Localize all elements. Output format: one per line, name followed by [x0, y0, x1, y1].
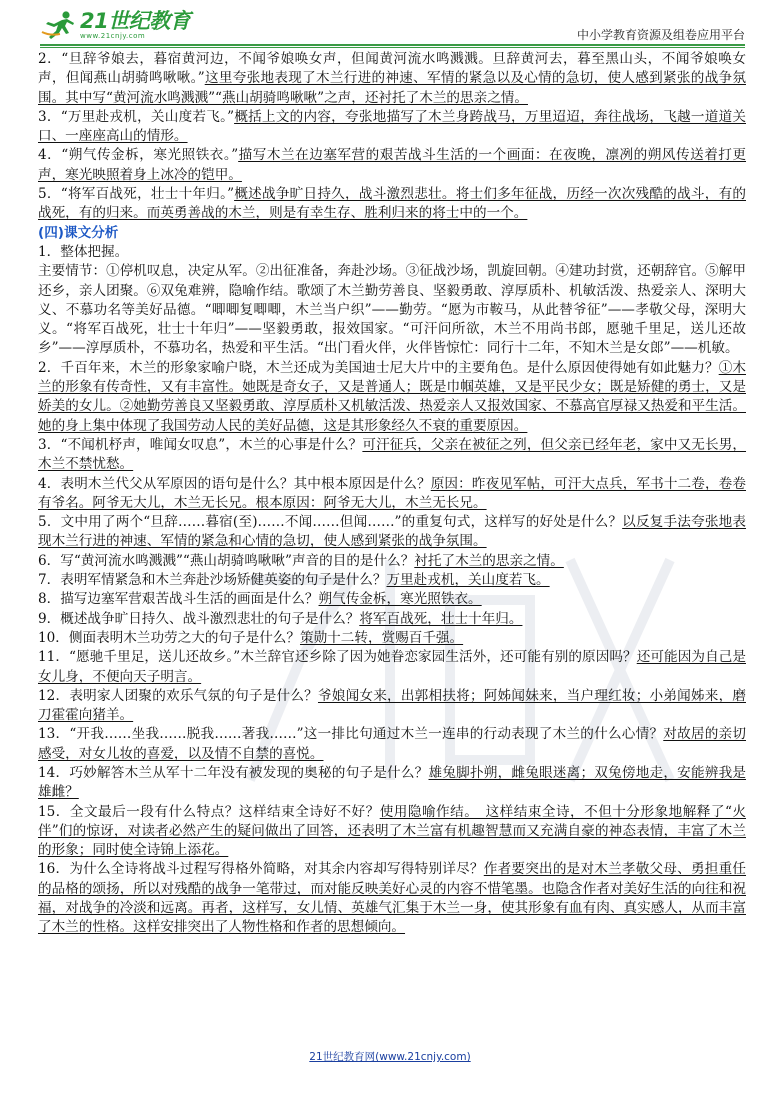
question-text: 8．描写边塞军营艰苦战斗生活的画面是什么？ [38, 591, 319, 608]
answer-text: 概述战争旷日持久，战斗激烈悲壮。将士们多年征战，历经一次次残酷的战斗，有的战死，有的归来。而英勇善战的木兰，则是有幸生存、胜利归来的将士中的一个。 [38, 186, 746, 222]
qa-paragraph [38, 552, 746, 571]
qa-paragraph [38, 108, 746, 147]
qa-paragraph [38, 513, 746, 552]
answer-text: 将军百战死，壮士十年归。 [359, 610, 523, 627]
answer-text: 万里赴戎机，关山度若飞。 [386, 572, 550, 589]
question-text: 4．表明木兰代父从军原因的语句是什么？其中根本原因是什么？ [38, 475, 431, 492]
answer-text: 衬托了木兰的思亲之情。 [414, 552, 564, 569]
footer-link[interactable]: 21世纪教育网(www.21cnjy.com) [309, 1051, 471, 1063]
answer-text: 以反复手法夸张地表现木兰行进的神速、军情的紧急和心情的急切，使人感到紧张的战争氛围。 [38, 514, 747, 550]
answer-text: ①木兰的形象有传奇性，又有丰富性。她既是奇女子，又是普通人；既是巾帼英雄，又是平民少女；既是矫健的勇士，又是娇美的女儿。②她勤劳善良又坚毅勇敢、淳厚质朴又机敏活泼、热爱亲人又报效国家、不慕高官厚禄又热爱和平生活。她的身上集中体现了我国劳动人民的美好品德，这是其形象经久不衰的重要原因。 [38, 359, 746, 434]
logo-main-text: 21世纪教育 [80, 8, 191, 33]
question-text: 10．侧面表明木兰功劳之大的句子是什么？ [38, 629, 300, 646]
qa-paragraph [38, 803, 746, 861]
question-text: 1．整体把握。 [38, 243, 129, 260]
page-footer [0, 1049, 780, 1064]
question-text: 5．文中用了两个“旦辞……暮宿(至)……不闻……但闻……”的重复句式，这样写的好处是什么？ [38, 514, 623, 531]
question-text: 9．概述战争旷日持久、战斗激烈悲壮的句子是什么？ [38, 610, 360, 627]
document-body [38, 50, 746, 938]
qa-paragraph [38, 687, 746, 726]
qa-paragraph [38, 50, 746, 108]
question-text: 6．写“黄河流水鸣溅溅”“燕山胡骑鸣啾啾”声音的目的是什么？ [38, 552, 415, 569]
section-title [38, 224, 746, 243]
qa-paragraph [38, 146, 746, 185]
answer-text: 朔气传金柝，寒光照铁衣。 [318, 591, 482, 608]
header-divider-thin [40, 47, 745, 48]
answer-text: 还可能因为自己是女儿身，不便向天子明言。 [38, 649, 746, 685]
page-header [40, 8, 745, 44]
qa-paragraph [38, 629, 746, 648]
answer-text: 可汗征兵，父亲在被征之列，但父亲已经年老，家中又无长男，木兰不禁忧愁。 [38, 436, 747, 473]
qa-paragraph [38, 359, 746, 436]
answer-text: 策勋十二转，赏赐百千强。 [299, 629, 464, 646]
question-text: 12．表明家人团聚的欢乐气氛的句子是什么？ [38, 687, 318, 704]
answer-text: 对故居的亲切感受，对女儿妆的喜爱，以及情不自禁的喜悦。 [38, 726, 746, 762]
qa-paragraph [38, 764, 746, 803]
answer-text: 原因：昨夜见军帖，可汗大点兵，军书十二卷，卷卷有爷名。阿爷无大儿，木兰无长兄。根本原因：阿爷无大儿，木兰无长兄。 [38, 475, 746, 511]
question-text: 3．“不闻机杼声，唯闻女叹息”，木兰的心事是什么？ [38, 436, 363, 453]
question-text: 5．“将军百战死，壮士十年归。” [38, 186, 235, 203]
qa-paragraph [38, 571, 746, 590]
question-text: 2．“旦辞爷娘去，暮宿黄河边，不闻爷娘唤女声，但闻黄河流水鸣溅溅。旦辞黄河去，暮至黑山头，不闻爷娘唤女声，但闻燕山胡骑鸣啾啾。” [38, 51, 746, 87]
qa-paragraph [38, 610, 746, 629]
question-text: 13．“开我……坐我……脱我……著我……”这一排比句通过木兰一连串的行动表现了木兰的什么心情？ [38, 726, 664, 743]
qa-paragraph [38, 590, 746, 609]
answer-text: 作者要突出的是对木兰孝敬父母、勇担重任的品格的颂扬，所以对残酷的战争一笔带过，而对能反映美好心灵的内容不惜笔墨。也隐含作者对美好生活的向往和祝福，对战争的冷淡和远离。再者，这样写，女儿情、英雄气汇集于木兰一身，使其形象有血有肉、真实感人，从而丰富了木兰的性格。这样安排突出了人物性格和作者的思想倾向。 [38, 861, 747, 936]
qa-paragraph [38, 436, 746, 475]
answer-text: 概括上文的内容，夸张地描写了木兰身跨战马，万里迢迢，奔往战场，飞越一道道关口、一座座高山的情形。 [38, 108, 746, 145]
section-title-text: (四)课文分析 [38, 224, 119, 241]
question-text: 15．全文最后一段有什么特点？这样结束全诗好不好？ [38, 803, 380, 820]
answer-text: 爷娘闻女来，出郭相扶将；阿姊闻妹来，当户理红妆；小弟闻姊来，磨刀霍霍向猪羊。 [38, 687, 746, 724]
qa-paragraph [38, 475, 746, 514]
site-logo[interactable] [40, 8, 190, 42]
qa-paragraph [38, 648, 746, 687]
qa-paragraph [38, 185, 746, 224]
qa-paragraph [38, 725, 746, 764]
platform-name: 中小学教育资源及组卷应用平台 [576, 28, 745, 42]
answer-text: 这里夸张地表现了木兰行进的神速、军情的紧急以及心情的急切，使人感到紧张的战争氛围。其中写“黄河流水鸣溅溅”“燕山胡骑鸣啾啾”之声，还衬托了木兰的思亲之情。 [38, 70, 746, 106]
question-text: 16．为什么全诗将战斗过程写得格外简略，对其余内容却写得特别详尽？ [38, 861, 484, 878]
logo-sub-text: www.21cnjy.com [80, 31, 146, 40]
running-figure-icon [40, 10, 78, 40]
question-text: 7．表明军情紧急和木兰奔赴沙场矫健英姿的句子是什么？ [38, 572, 387, 589]
question-text: 3．“万里赴戎机，关山度若飞。” [38, 108, 235, 125]
header-divider [40, 44, 745, 46]
question-text: 14．巧妙解答木兰从军十二年没有被发现的奥秘的句子是什么？ [38, 764, 429, 781]
question-text: 4．“朔气传金柝，寒光照铁衣。” [38, 147, 239, 164]
question-text: 2．千百年来，木兰的形象家喻户晓，木兰还成为美国迪士尼大片中的主要角色。是什么原因使得她有如此魅力？ [38, 359, 719, 376]
question-text: 11．“愿驰千里足，送儿还故乡。”木兰辞官还乡除了因为她眷恋家园生活外，还可能有别的原因吗？ [38, 649, 637, 666]
qa-paragraph [38, 860, 746, 937]
answer-text: 使用隐喻作结。 这样结束全诗，不但十分形象地解释了“火伴”们的惊讶，对读者必然产生的疑问做出了回答，还表明了木兰富有机趣智慧而又充满自豪的神态表情，丰富了木兰的形象；同时使全诗锦上添花。 [38, 803, 747, 859]
question-text: 主要情节：①停机叹息，决定从军。②出征准备，奔赴沙场。③征战沙场，凯旋回朝。④建功封赏，还朝辞官。⑤解甲还乡，亲人团聚。⑥双兔难辨，隐喻作结。歌颂了木兰勤劳善良、坚毅勇敢、淳厚质朴、机敏活泼、热爱亲人、深明大义、不慕功名等美好品德。“唧唧复唧唧，木兰当户织”——勤劳。“愿为市鞍马，从此替爷征”——孝敬父母，深明大义。“将军百战死，壮士十年归”——坚毅勇敢，报效国家。“可汗问所欲，木兰不用尚书郎，愿驰千里足，送儿还故乡”——淳厚质朴，不慕功名，热爱和平生活。“出门看火伴，火伴皆惊忙：同行十二年，不知木兰是女郎”——机敏。 [38, 263, 746, 357]
answer-text: 描写木兰在边塞军营的艰苦战斗生活的一个画面：在夜晚，凛冽的朔风传送着打更声，寒光映照着身上冰冷的铠甲。 [38, 147, 747, 183]
qa-paragraph [38, 262, 746, 358]
qa-paragraph [38, 243, 746, 262]
answer-text: 雄兔脚扑朔，雌兔眼迷离；双兔傍地走，安能辨我是雄雌？ [38, 764, 747, 801]
